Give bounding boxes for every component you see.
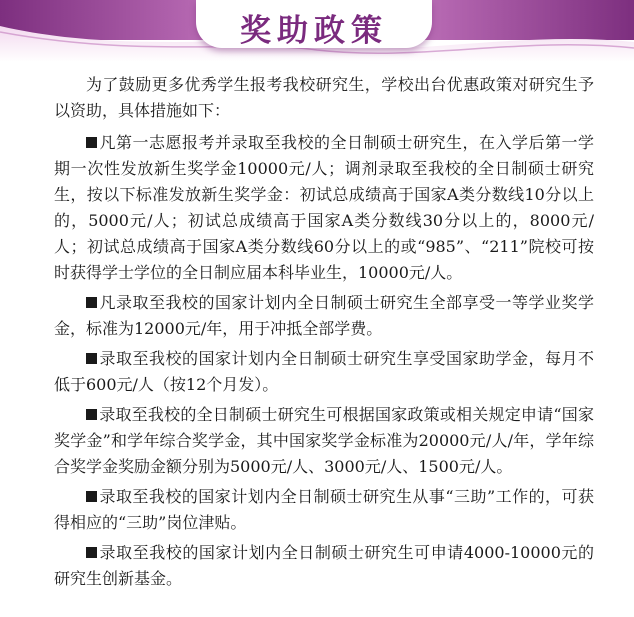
page-title: 奖助政策	[240, 13, 388, 49]
square-bullet-icon	[86, 409, 97, 420]
policy-item-text: 录取至我校的国家计划内全日制硕士研究生享受国家助学金，每月不低于600元/人（按12个月发）。	[54, 349, 594, 394]
policy-item-text: 凡第一志愿报考并录取至我校的全日制硕士研究生，在入学后第一学期一次性发放新生奖学金10000元/人；调剂录取至我校的全日制硕士研究生，按以下标准发放新生奖学金：初试总成绩高于国家A类分数线10分以上的，5000元/人；初试总成绩高于国家A类分数线30分以上的，8000元/人；初试总成绩高于国家A类分数线60分以上的或“985”、“211”院校可按时获得学士学位的全日制应届本科毕业生，10000元/人。	[54, 133, 594, 282]
square-bullet-icon	[86, 137, 97, 148]
square-bullet-icon	[86, 547, 97, 558]
policy-item	[54, 484, 594, 536]
title-badge	[196, 0, 432, 48]
policy-item-text: 录取至我校的国家计划内全日制硕士研究生可申请4000-10000元的研究生创新基金。	[54, 543, 594, 588]
policy-content	[54, 72, 594, 596]
policy-item	[54, 130, 594, 286]
intro-paragraph: 为了鼓励更多优秀学生报考我校研究生，学校出台优惠政策对研究生予以资助，具体措施如下：	[54, 75, 594, 120]
policy-item	[54, 540, 594, 592]
square-bullet-icon	[86, 353, 97, 364]
policy-item	[54, 290, 594, 342]
policy-item	[54, 346, 594, 398]
policy-item-text: 录取至我校的全日制硕士研究生可根据国家政策或相关规定申请“国家奖学金”和学年综合奖学金，其中国家奖学金标准为20000元/人/年，学年综合奖学金奖励金额分别为5000元/人、3000元/人、1500元/人。	[54, 405, 594, 476]
square-bullet-icon	[86, 297, 97, 308]
header-banner	[0, 0, 634, 62]
policy-item-text: 录取至我校的国家计划内全日制硕士研究生从事“三助”工作的，可获得相应的“三助”岗位津贴。	[54, 487, 594, 532]
square-bullet-icon	[86, 491, 97, 502]
policy-item-text: 凡录取至我校的国家计划内全日制硕士研究生全部享受一等学业奖学金，标准为12000元/年，用于冲抵全部学费。	[54, 293, 594, 338]
policy-item	[54, 402, 594, 480]
